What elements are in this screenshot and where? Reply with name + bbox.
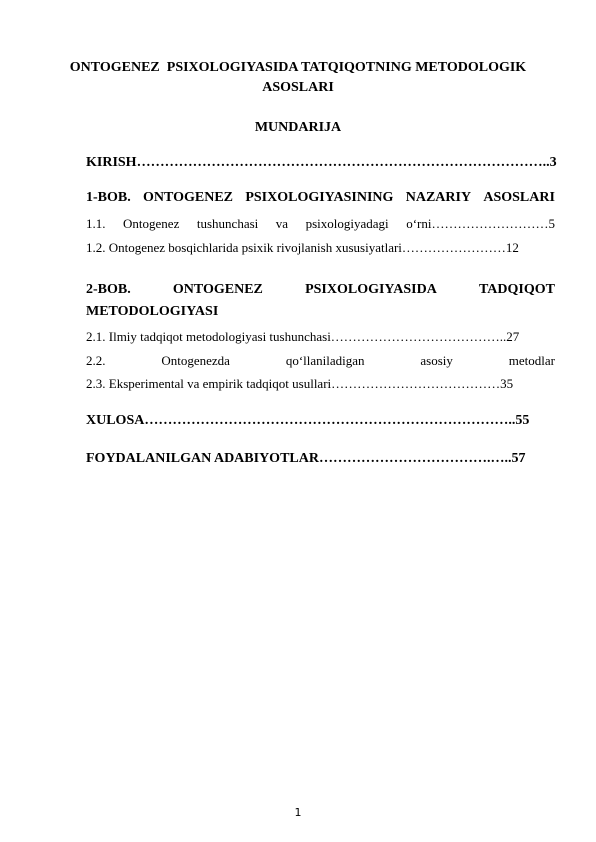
word: metodlar	[508, 353, 555, 368]
word: Ontogenezda	[161, 353, 230, 368]
word: o‘rni………………………5	[406, 216, 555, 231]
toc-intro: KIRISH……………………………………………………………………………..3	[86, 155, 557, 170]
word: qo‘llaniladigan	[285, 353, 365, 368]
title-line-2: ASOSLARI	[262, 80, 334, 95]
word: NAZARIY	[405, 190, 472, 205]
toc-item-2-2	[86, 353, 555, 369]
word: ASOSLARI	[483, 190, 555, 205]
toc-item-2-3: 2.3. Eksperimental va empirik tadqiqot usullari…………………………………35	[86, 376, 514, 391]
toc-chapter-1	[86, 190, 555, 206]
title-line-1: ONTOGENEZ PSIXOLOGIYASIDA TATQIQOTNING METODOLOGIK	[69, 60, 527, 75]
word: ONTOGENEZ	[172, 282, 263, 297]
word: Ontogenez	[123, 216, 180, 231]
toc-references: FOYDALANILGAN ADABIYOTLAR……………………………….…..57	[86, 451, 526, 466]
toc-chapter-2	[86, 282, 555, 298]
toc-conclusion: XULOSA……………………………………………………………………..55	[86, 413, 530, 428]
toc-item-2-1: 2.1. Ilmiy tadqiqot metodologiyasi tushunchasi…………………………………..27	[86, 329, 520, 344]
word: tushunchasi	[196, 216, 259, 231]
word: va	[275, 216, 289, 231]
contents-heading: MUNDARIJA	[254, 120, 342, 135]
word: asosiy	[420, 353, 453, 368]
page-number: 1	[294, 806, 302, 819]
word: 2.2.	[86, 353, 106, 368]
word: TADQIQOT	[479, 282, 555, 297]
word: 2-BOB.	[86, 282, 131, 297]
word: 1-BOB.	[86, 190, 131, 205]
word: PSIXOLOGIYASINING	[245, 190, 394, 205]
toc-item-1-2: 1.2. Ontogenez bosqichlarida psixik rivojlanish xususiyatlari……………………12	[86, 240, 519, 255]
toc-chapter-2-line-2: METODOLOGIYASI	[86, 304, 219, 319]
word: psixologiyadagi	[305, 216, 389, 231]
toc-item-1-1	[86, 216, 555, 232]
word: ONTOGENEZ	[143, 190, 234, 205]
word: PSIXOLOGIYASIDA	[305, 282, 437, 297]
word: 1.1.	[86, 216, 106, 231]
